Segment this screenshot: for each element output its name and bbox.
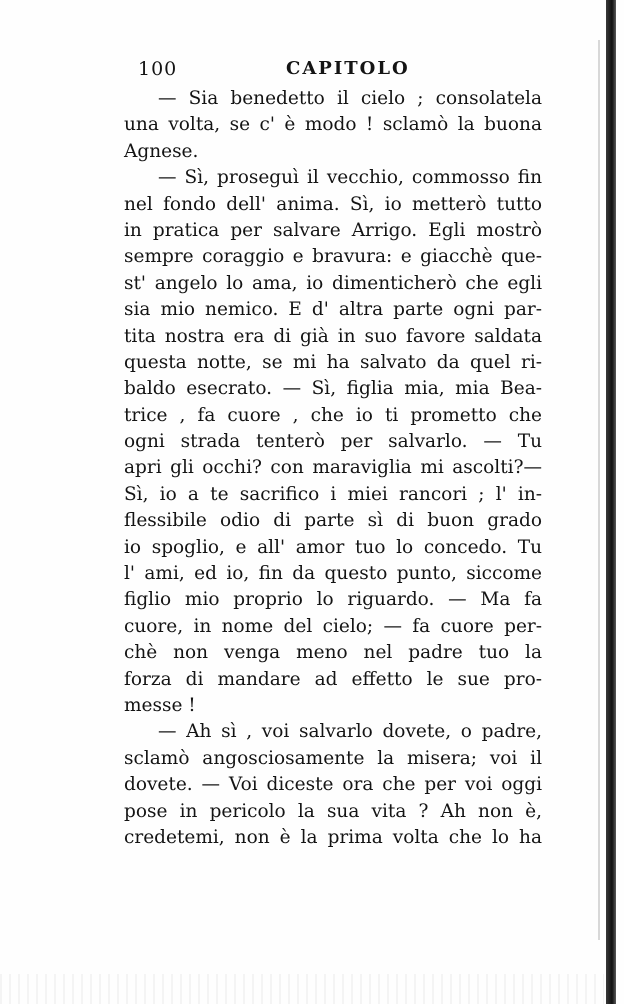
- text-line: pose in pericolo la sua vita ? Ah non è,: [124, 800, 542, 822]
- text-line: — Ah sì , voi salvarlo dovete, o padre,: [158, 721, 542, 743]
- text-line: — Sì, proseguì il vecchio, commosso fin: [158, 167, 542, 189]
- book-spine: [606, 0, 616, 1004]
- text-line: io spoglio, e all' amor tuo lo concedo. Tu: [124, 536, 542, 558]
- text-line: trice , fa cuore , che io ti prometto che: [124, 404, 542, 426]
- text-line: Sì, io a te sacrifico i miei rancori ; l' in-: [124, 483, 542, 505]
- text-line: st' angelo lo ama, io dimenticherò che egli: [124, 272, 542, 294]
- text-line: — Sia benedetto il cielo ; consolatela: [158, 88, 542, 109]
- text-line: questa notte, se mi ha salvato da quel ri-: [124, 351, 542, 373]
- text-line: nel fondo dell' anima. Sì, io metterò tutto: [124, 193, 542, 215]
- text-line: ogni strada tenterò per salvarlo. — Tu: [124, 431, 542, 453]
- text-line: flessibile odio di parte sì di buon grado: [124, 510, 542, 532]
- running-title: CAPITOLO: [286, 58, 410, 79]
- text-line: in pratica per salvare Arrigo. Egli mostrò: [124, 219, 542, 241]
- page-header: [138, 58, 410, 86]
- text-line: messe !: [124, 694, 196, 716]
- text-line: una volta, se c' è modo ! sclamò la buona: [124, 114, 542, 136]
- page-number: 100: [138, 58, 178, 80]
- text-line: dovete. — Voi diceste ora che per voi oggi: [124, 774, 542, 796]
- body-text: [124, 86, 542, 851]
- text-line: credetemi, non è la prima volta che lo ha: [124, 826, 542, 848]
- text-line: Agnese.: [124, 140, 199, 162]
- page-edge-shadow: [598, 40, 600, 940]
- text-line: sclamò angosciosamente la misera; voi il: [124, 747, 542, 769]
- text-line: sempre coraggio e bravura: e giacchè que-: [124, 246, 542, 268]
- text-line: sia mio nemico. E d' altra parte ogni par-: [124, 299, 542, 321]
- text-line: l' ami, ed io, fin da questo punto, siccome: [124, 563, 542, 585]
- text-line: cuore, in nome del cielo; — fa cuore per-: [124, 615, 542, 637]
- text-line: figlio mio proprio lo riguardo. — Ma fa: [124, 589, 542, 611]
- text-line: baldo esecrato. — Sì, figlia mia, mia Bea-: [124, 378, 542, 400]
- text-line: apri gli occhi? con maraviglia mi ascolti?—: [124, 457, 542, 479]
- scan-noise: [0, 974, 604, 1004]
- text-line: tita nostra era di già in suo favore saldata: [124, 325, 542, 347]
- text-line: forza di mandare ad effetto le sue pro-: [124, 668, 542, 690]
- text-line: chè non venga meno nel padre tuo la: [124, 642, 542, 664]
